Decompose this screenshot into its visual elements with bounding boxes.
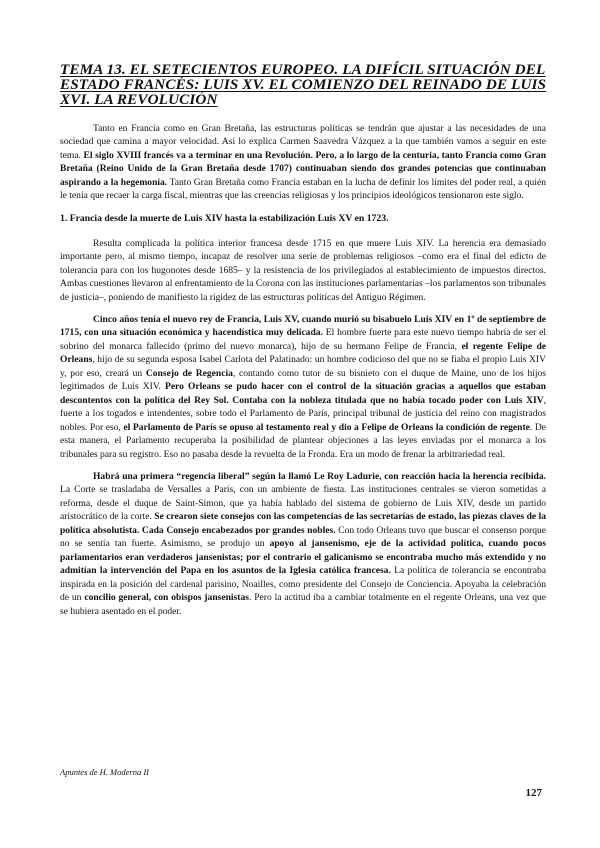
- intro-bold-1: El siglo XVIII francés va a terminar en una Revolución. Pero, a lo largo de la centuria, tanto Francia como Gran Bretaña (Reino Unido de la Gran Bretaña desde 1707) continuaban siendo dos grandes potencias que continuaban aspirando a la hegemonía.: [60, 149, 547, 188]
- p2-text-5: . De esta manera, el Parlamento recuperaba la posibilidad de plantear objeciones a las leyes enviadas por el monarca a los tribunales para su registro. Eso no pasaba desde la revuelta de la Fronda. Era un modo de frenar la arbitrariedad real.: [60, 421, 546, 460]
- p2-text-4: , fuerte a los togados e intendentes, sobre todo el Parlamento de París, principal tribunal de justicia del reino con magistrados nobles. Por eso,: [60, 394, 546, 433]
- footer-course-label: Apuntes de H. Moderna II: [60, 767, 149, 777]
- p2-bold-5: el Parlamento de París se opuso al testamento real y dio a Felipe de Orleans la condición de regente: [123, 421, 530, 433]
- p2-bold-2: el regente Felipe de Orleans: [60, 340, 546, 366]
- page-number: 127: [525, 787, 542, 799]
- p3-bold-1: Habrá una primera “regencia liberal” según la llamó Le Roy Ladurie, con reacción hacia la herencia recibida.: [93, 470, 546, 482]
- p3-text-4: . Pero la actitud iba a cambiar totalmente en el regente Orleans, una vez que se hubiera asentado en el poder.: [60, 592, 546, 617]
- paragraph-2: [60, 313, 546, 461]
- document-body: [60, 122, 546, 627]
- p2-text-1: El hombre fuerte para este nuevo tiempo habría de ser el sobrino del monarca fallecido (primo del nuevo monarca), hijo de su hermano Felipe de Francia,: [60, 327, 546, 352]
- p2-bold-1: Cinco años tenía el nuevo rey de Francia, Luis XV, cuando murió su bisabuelo Luis XIV en 1º de septiembre de 1715, con una situación económica y hacendística muy delicada.: [60, 313, 546, 339]
- p3-bold-3: apoyo al jansenismo, eje de la actividad política, cuando pocos parlamentarios eran verdaderos jansenistas; por el contrario el galicanismo se encontraba mucho más extendido y no admitían la intervención del Papa en los asuntos de la Iglesia católica francesa.: [60, 538, 546, 577]
- p3-text-1: La Corte se trasladaba de Versalles a París, con un ambiente de fiesta. Las instituciones centrales se vieron sometidas a reforma, desde el duque de Saint-Simon, que ya había hablado del sistema de gobierno de Luis XIV, desde un partido aristocrático de la corte.: [60, 484, 546, 523]
- intro-text-1: Tanto en Francia como en Gran Bretaña, las estructuras políticas se tendrán que ajustar a las necesidades de una sociedad que camina a mayor velocidad. Así lo explica Carmen Saavedra Vázquez a la que también vamos a seguir en este tema.: [60, 123, 546, 161]
- intro-text-2: Tanto Gran Bretaña como Francia estaban en la lucha de definir los límites del poder real, a quién le tenía que recaer la carga fiscal, mientras que las creencias religiosas y los principios ideológicos tensionaron este siglo.: [60, 176, 546, 202]
- paragraph-3: [60, 470, 546, 618]
- p3-bold-2: Se crearon siete consejos con las competencias de las secretarías de estado, las piezas claves de la política absolutista. Cada Consejo encabezados por grandes nobles.: [60, 511, 546, 536]
- p2-text-3: , contando como tutor de su bisnieto con el duque de Maine, uno de los hijos legitimados de Luis XIV.: [60, 367, 547, 393]
- p2-bold-4: Pero Orleans se pudo hacer con el control de la situación gracias a aquellos que estaban descontentos con la política del Rey Sol. Contaba con la nobleza titulada que no había tocado poder con Luis XIV: [60, 381, 546, 406]
- p3-bold-4: concilio general, con obispos jansenistas: [84, 592, 249, 604]
- p3-text-2: Con todo Orleans tuvo que buscar el consenso porque no se sentía tan fuerte. Asimismo, se produjo un: [60, 524, 546, 550]
- section-heading-1: 1. Francia desde la muerte de Luis XIV hasta la estabilización Luis XV en 1723.: [60, 212, 389, 224]
- paragraph-1: Resulta complicada la política interior francesa desde 1715 en que muere Luis XIV. La herencia era demasiado importante pero, al mismo tiempo, incapaz de resolver una serie de problemas religiosos –como era el final del edicto de tolerancia para con los hugonotes desde 1685– y la resistencia de los privilegiados al establecimiento de impuestos directos. Ambas cuestiones llevaron al enfrentamiento de la Corona con las instituciones parlamentarias –los parlamentos son tribunales de justicia–, poniendo de manifiesto la rigidez de las estructuras políticas del Antiguo Régimen.: [60, 237, 546, 303]
- intro-paragraph: [60, 122, 546, 203]
- p2-text-2: , hijo de su segunda esposa Isabel Carlota del Palatinado: un hombre codicioso del que no se fiaba el propio Luis XIV y, por eso, creará un: [60, 354, 546, 379]
- p3-text-3: La política de tolerancia se encontraba inspirada en la posición del cardenal parisino, Noailles, como presidente del Consejo de Conciencia. Apoyaba la celebración de un: [60, 565, 546, 604]
- document-title: TEMA 13. EL SETECIENTOS EUROPEO. LA DIFÍCIL SITUACIÓN DEL ESTADO FRANCÉS: LUIS XV. EL COMIENZO DEL REINADO DE LUIS XVI. LA REVOLUCIÓN: [60, 61, 547, 108]
- p2-bold-3: Consejo de Regencia: [145, 367, 233, 379]
